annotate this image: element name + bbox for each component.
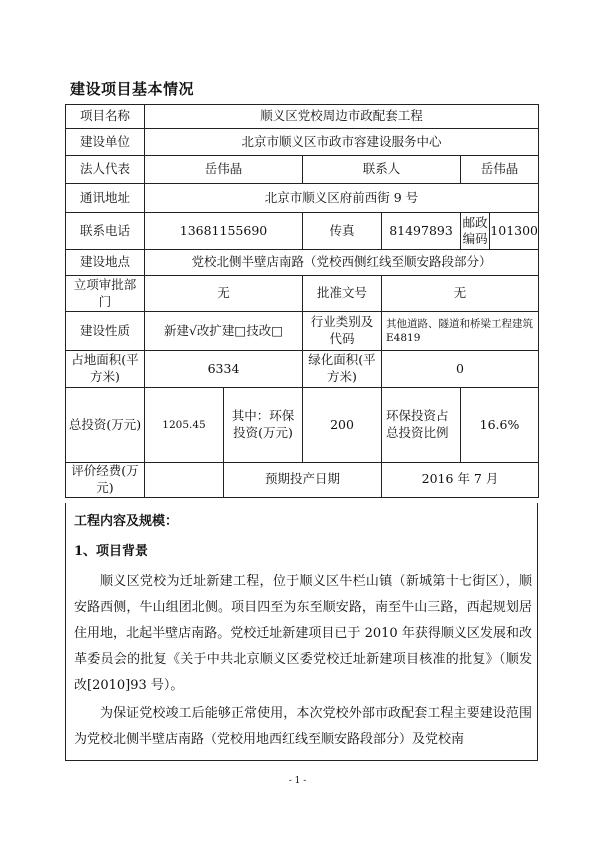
env-invest-label: 其中：环保投资(万元)	[224, 388, 303, 463]
fax-value: 81497893	[382, 213, 461, 250]
contact-label: 联系人	[303, 156, 461, 184]
production-date-label: 预期投产日期	[224, 463, 382, 498]
table-row	[66, 213, 539, 250]
table-row	[66, 388, 539, 463]
content-subheading: 1、项目背景	[74, 544, 149, 559]
project-info-table	[65, 104, 539, 498]
area-label: 占地面积(平方米)	[66, 351, 145, 388]
table-row	[66, 250, 539, 276]
table-row	[66, 312, 539, 351]
phone-label: 联系电话	[66, 213, 145, 250]
unit-label: 建设单位	[66, 129, 145, 156]
contact-value: 岳伟晶	[461, 156, 539, 184]
project-name-label: 项目名称	[66, 105, 145, 129]
postcode-label: 邮政编码	[461, 213, 490, 249]
content-heading: 工程内容及规模：	[74, 514, 179, 529]
env-invest-value: 200	[303, 388, 382, 463]
legal-rep-value: 岳伟晶	[145, 156, 303, 184]
unit-value: 北京市顺义区市政市容建设服务中心	[145, 129, 539, 156]
content-paragraph-1: 顺义区党校为迁址新建工程，位于顺义区牛栏山镇（新城第十七街区），顺安路西侧，牛山组团北侧。项目四至为东至顺安路，南至牛山三路，西起规划居住用地，北起半壁店南路。党校迁址新建项目已于 2010 年获得顺义区发展和改革委员会的批复《关于中共北京顺义区委党校迁址新建项目核准的批复》（顺发改[2010]93 号）。	[74, 574, 532, 693]
postcode-cell	[461, 213, 539, 250]
fax-label: 传真	[303, 213, 382, 250]
green-area-label: 绿化面积(平方米)	[303, 351, 382, 388]
legal-rep-label: 法人代表	[66, 156, 145, 184]
green-area-value: 0	[382, 351, 539, 388]
project-name-value: 顺义区党校周边市政配套工程	[145, 105, 539, 129]
nature-value: 新建√改扩建□技改□	[145, 312, 303, 351]
table-row	[66, 463, 539, 498]
production-date-value: 2016 年 7 月	[382, 463, 539, 498]
nature-label: 建设性质	[66, 312, 145, 351]
table-row	[66, 156, 539, 184]
investment-value: 1205.45	[145, 388, 224, 463]
project-content-section	[65, 503, 538, 761]
approval-dept-label: 立项审批部门	[66, 276, 145, 312]
env-ratio-value: 16.6%	[461, 388, 539, 463]
location-value: 党校北侧半壁店南路（党校西侧红线至顺安路段部分）	[145, 250, 539, 276]
phone-value: 13681155690	[145, 213, 303, 250]
investment-label: 总投资(万元)	[66, 388, 145, 463]
approval-dept-value: 无	[145, 276, 303, 312]
table-row	[66, 129, 539, 156]
env-ratio-label: 环保投资占总投资比例	[382, 388, 461, 463]
table-row	[66, 105, 539, 129]
approval-no-value: 无	[382, 276, 539, 312]
table-row	[66, 184, 539, 213]
page-title: 建设项目基本情况	[70, 80, 195, 98]
table-row	[66, 276, 539, 312]
table-row	[66, 351, 539, 388]
address-label: 通讯地址	[66, 184, 145, 213]
assess-fee-label: 评价经费(万元)	[66, 463, 145, 498]
industry-label: 行业类别及代码	[303, 312, 382, 351]
area-value: 6334	[145, 351, 303, 388]
industry-value: 其他道路、隧道和桥梁工程建筑 E4819	[382, 312, 539, 351]
location-label: 建设地点	[66, 250, 145, 276]
approval-no-label: 批准文号	[303, 276, 382, 312]
content-paragraph-2: 为保证党校竣工后能够正常使用，本次党校外部市政配套工程主要建设范围为党校北侧半壁店南路（党校用地西红线至顺安路段部分）及党校南	[74, 706, 532, 747]
postcode-value: 101300	[490, 222, 539, 238]
address-value: 北京市顺义区府前西街 9 号	[145, 184, 539, 213]
assess-fee-value	[145, 463, 224, 498]
page-number: - 1 -	[288, 776, 307, 786]
